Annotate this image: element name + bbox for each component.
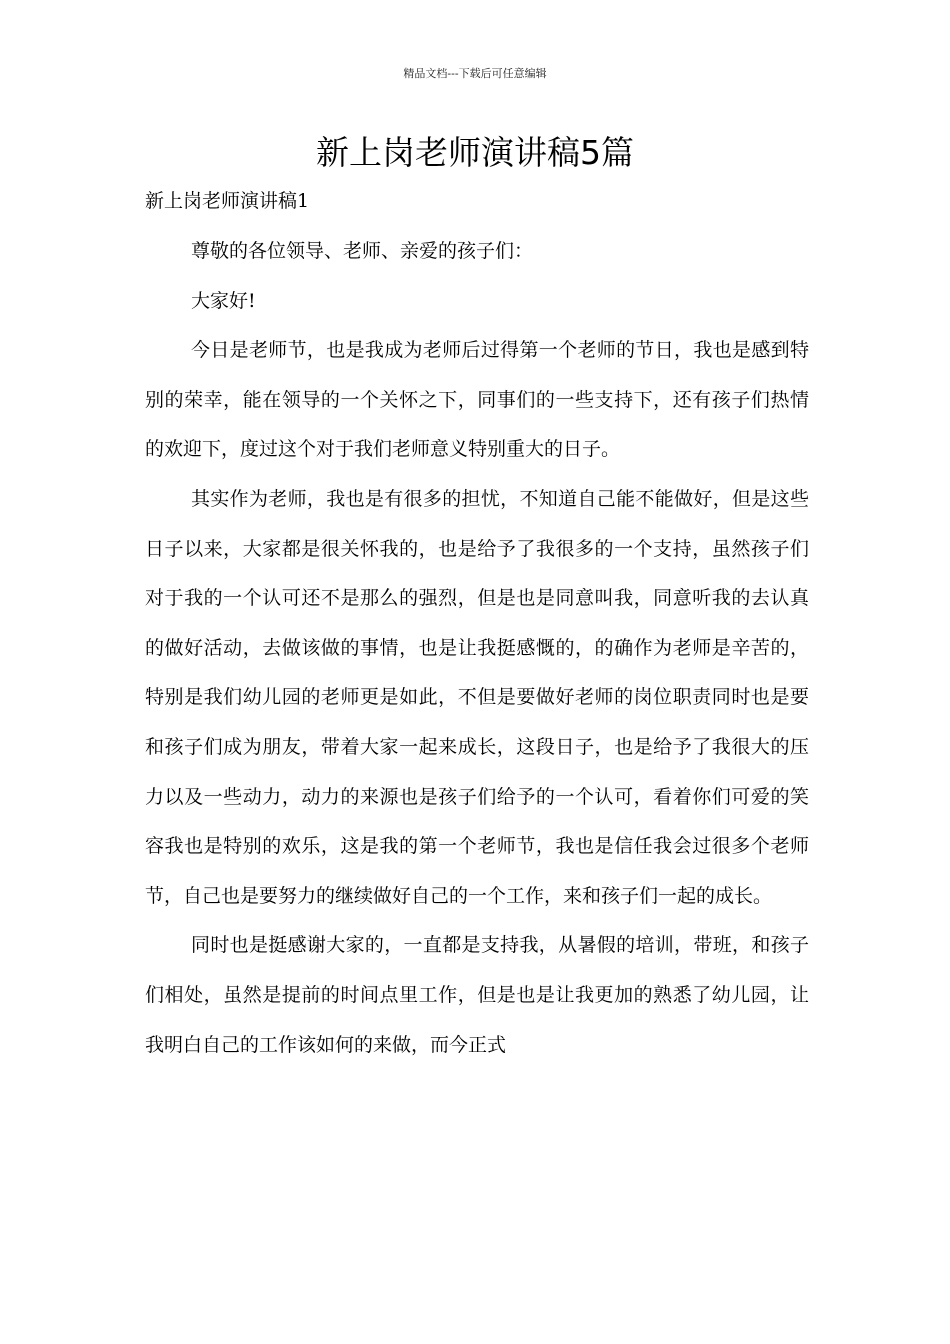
document-title: 新上岗老师演讲稿5篇 bbox=[316, 133, 634, 172]
paragraph-salutation: 尊敬的各位领导、老师、亲爱的孩子们： bbox=[191, 240, 534, 262]
section-heading: 新上岗老师演讲稿1 bbox=[145, 190, 310, 212]
paragraph: 其实作为老师，我也是有很多的担忧，不知道自己能不能做好，但是这些日子以来，大家都是很关怀我的，也是给予了我很多的一个支持，虽然孩子们对于我的一个认可还不是那么的强烈，但是也是同意叫我，同意听我的去认真的做好活动，去做该做的事情，也是让我挺感慨的，的确作为老师是辛苦的，特别是我们幼儿园的老师更是如此，不但是要做好老师的岗位职责同时也是要和孩子们成为朋友，带着大家一起来成长，这段日子，也是给予了我很大的压力以及一些动力，动力的来源也是孩子们给予的一个认可，看着你们可爱的笑容我也是特别的欢乐，这是我的第一个老师节，我也是信任我会过很多个老师节，自己也是要努力的继续做好自己的一个工作，来和孩子们一起的成长。 bbox=[145, 487, 809, 907]
body-text bbox=[145, 227, 809, 1070]
paragraph: 同时也是挺感谢大家的，一直都是支持我，从暑假的培训，带班，和孩子们相处，虽然是提前的时间点里工作，但是也是让我更加的熟悉了幼儿园，让我明白自己的工作该如何的来做，而今正式 bbox=[145, 934, 809, 1056]
paragraph: 今日是老师节，也是我成为老师后过得第一个老师的节日，我也是感到特别的荣幸，能在领导的一个关怀之下，同事们的一些支持下，还有孩子们热情的欢迎下，度过这个对于我们老师意义特别重大的日子。 bbox=[145, 339, 809, 461]
header-note: 精品文档---下载后可任意编辑 bbox=[403, 67, 547, 80]
paragraph-greeting: 大家好! bbox=[191, 289, 256, 312]
